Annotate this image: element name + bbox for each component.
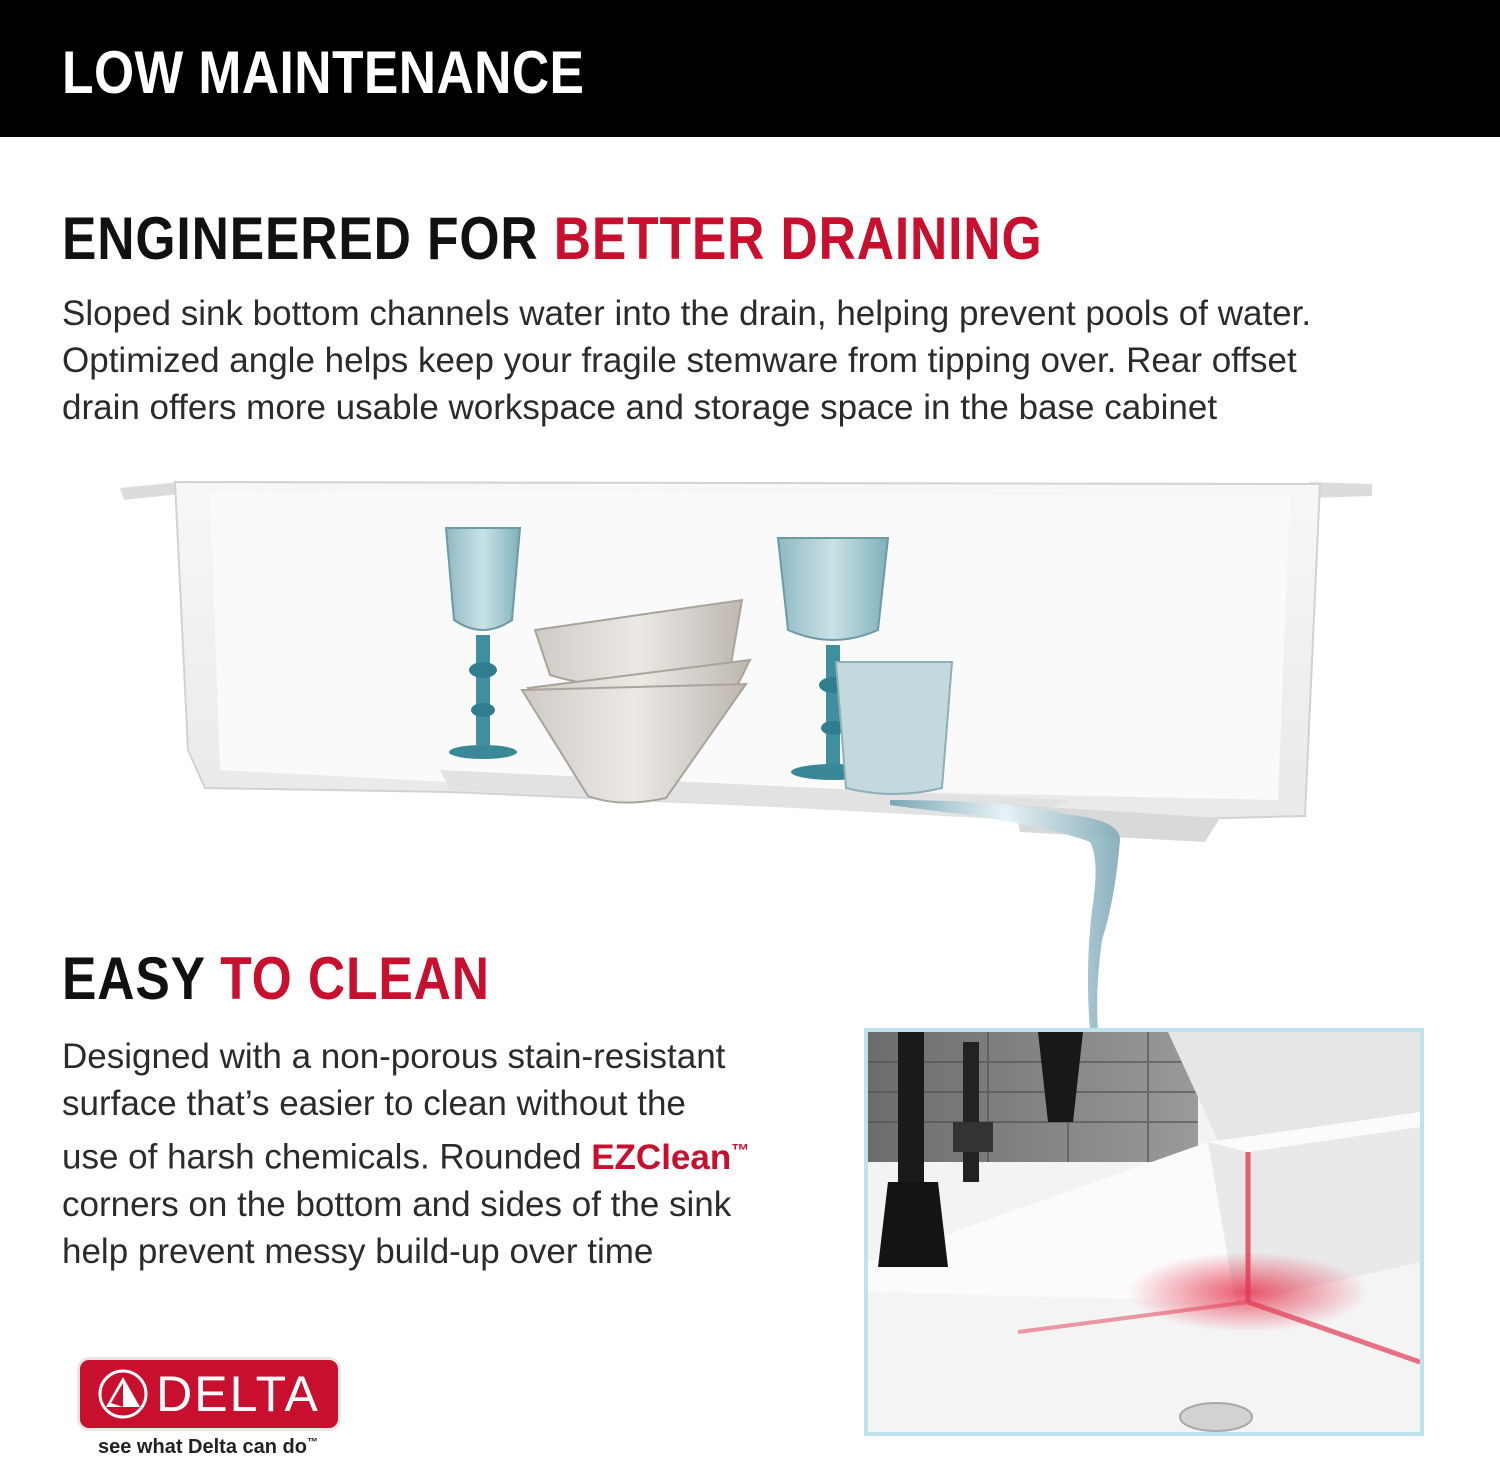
- heading-prefix: EASY: [62, 945, 221, 1012]
- trademark-symbol: ™: [731, 1140, 750, 1160]
- banner-title: LOW MAINTENANCE: [62, 39, 585, 106]
- delta-triangle-icon: [98, 1369, 148, 1419]
- description-line: Sloped sink bottom channels water into the drain, helping prevent pools of water.: [62, 294, 1312, 333]
- clean-description: [62, 1033, 822, 1275]
- tagline-trademark: ™: [306, 1436, 318, 1449]
- description-line: [62, 1127, 822, 1181]
- description-line: help prevent messy build-up over time: [62, 1231, 654, 1271]
- line-text: use of harsh chemicals. Rounded: [62, 1137, 592, 1177]
- logo-tagline: [98, 1436, 318, 1459]
- heading-accent: BETTER DRAINING: [553, 205, 1043, 272]
- section-heading-draining: [62, 204, 1042, 273]
- heading-accent: TO CLEAN: [220, 945, 490, 1012]
- description-line: corners on the bottom and sides of the sink: [62, 1184, 732, 1224]
- delta-logo: [77, 1357, 341, 1431]
- logo-brand: DELTA: [156, 1366, 320, 1422]
- sink-corner-image: [868, 1032, 1420, 1432]
- description-line: surface that’s easier to clean without the: [62, 1084, 686, 1123]
- ezclean-brand: [591, 1138, 749, 1177]
- header-banner: [0, 0, 1500, 137]
- description-line: drain offers more usable workspace and storage space in the base cabinet: [62, 388, 1218, 427]
- description-line: Optimized angle helps keep your fragile stemware from tipping over. Rear offset: [62, 341, 1297, 380]
- heading-prefix: ENGINEERED FOR: [62, 205, 554, 272]
- tagline-text: see what Delta can do: [98, 1436, 307, 1458]
- draining-description: [62, 290, 1442, 431]
- sink-corner-photo: [864, 1028, 1424, 1436]
- description-line: Designed with a non-porous stain-resistant: [62, 1037, 726, 1076]
- ezclean-text: EZClean: [591, 1137, 732, 1177]
- section-heading-clean: [62, 944, 490, 1013]
